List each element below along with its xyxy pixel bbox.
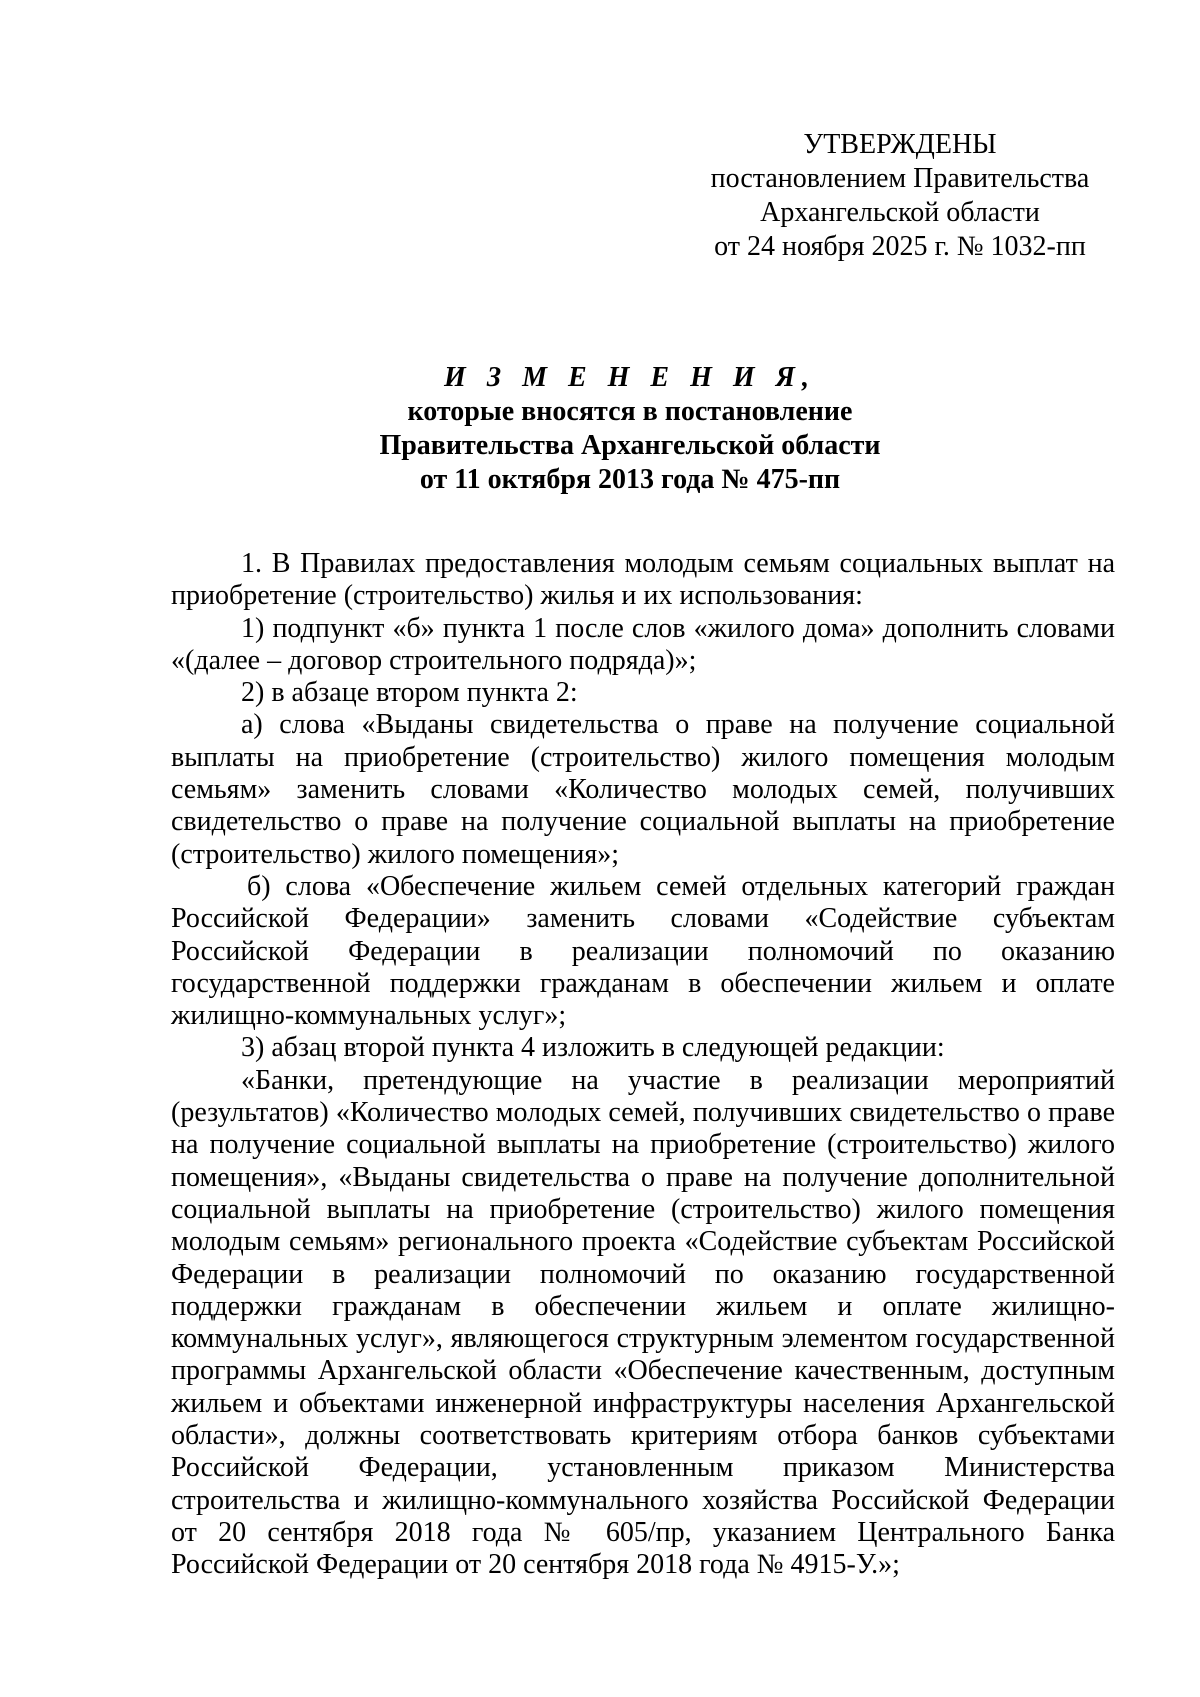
paragraph-item-1: 1. В Правилах предоставления молодым семьям социальных выплат на приобретение (строительство) жилья и их использования: [171,548,1115,612]
document-body [171,548,1115,1582]
approval-heading: УТВЕРЖДЕНЫ [803,129,997,160]
document-subtitle-line-2: Правительства Архангельской области [379,430,881,461]
approval-line-resolution: постановлением Правительства [710,163,1090,194]
paragraph-subitem-2: 2) в абзаце втором пункта 2: [241,677,578,709]
paragraph-subitem-1: 1) подпункт «б» пункта 1 после слов «жилого дома» дополнить словами «(далее – договор строительного подряда)»; [171,612,1115,676]
paragraph-subitem-2b: б) слова «Обеспечение жильем семей отдельных категорий граждан Российской Федерации» заменить словами «Содействие субъектам Российской Федерации в реализации полномочий по оказанию государственной поддержки гражданам в обеспечении жильем и оплате жилищно-коммунальных услуг»; [171,870,1115,1032]
document-title: И З М Е Н Е Н И Я, [444,362,816,393]
document-title-block [170,361,1090,497]
paragraph-subitem-3: 3) абзац второй пункта 4 изложить в следующей редакции: [241,1032,945,1064]
approval-line-region: Архангельской области [760,197,1040,228]
approval-line-date: от 24 ноября 2025 г. № 1032-пп [714,231,1086,262]
document-subtitle-line-1: которые вносятся в постановление [407,396,853,427]
document-subtitle-line-3: от 11 октября 2013 года № 475-пп [419,464,841,495]
approval-stamp [700,128,1100,264]
paragraph-subitem-2a: а) слова «Выданы свидетельства о праве на получение социальной выплаты на приобретение (строительство) жилого помещения молодым семьям» заменить словами «Количество молодых семей, получивших свидетельство о праве на получение социальной выплаты на приобретение (строительство) жилого помещения»; [171,709,1115,870]
paragraph-new-text: «Банки, претендующие на участие в реализации мероприятий (результатов) «Количество молодых семей, получивших свидетельство о праве на получение социальной выплаты на приобретение (строительство) жилого помещения», «Выданы свидетельства о праве на получение дополнительной социальной выплаты на приобретение (строительство) жилого помещения молодым семьям» регионального проекта «Содействие субъектам Российской Федерации в реализации полномочий по оказанию государственной поддержки гражданам в обеспечении жильем и оплате жилищно-коммунальных услуг», являющегося структурным элементом государственной программы Архангельской области «Обеспечение качественным, доступным жильем и объектами инженерной инфраструктуры населения Архангельской области», должны соответствовать критериям отбора банков субъектами Российской Федерации, установленным приказом Министерства строительства и жилищно-коммунального хозяйства Российской Федерации от 20 сентября 2018 года № 605/пр, указанием Центрального Банка Российской Федерации от 20 сентября 2018 года № 4915-У.»; [171,1064,1115,1581]
